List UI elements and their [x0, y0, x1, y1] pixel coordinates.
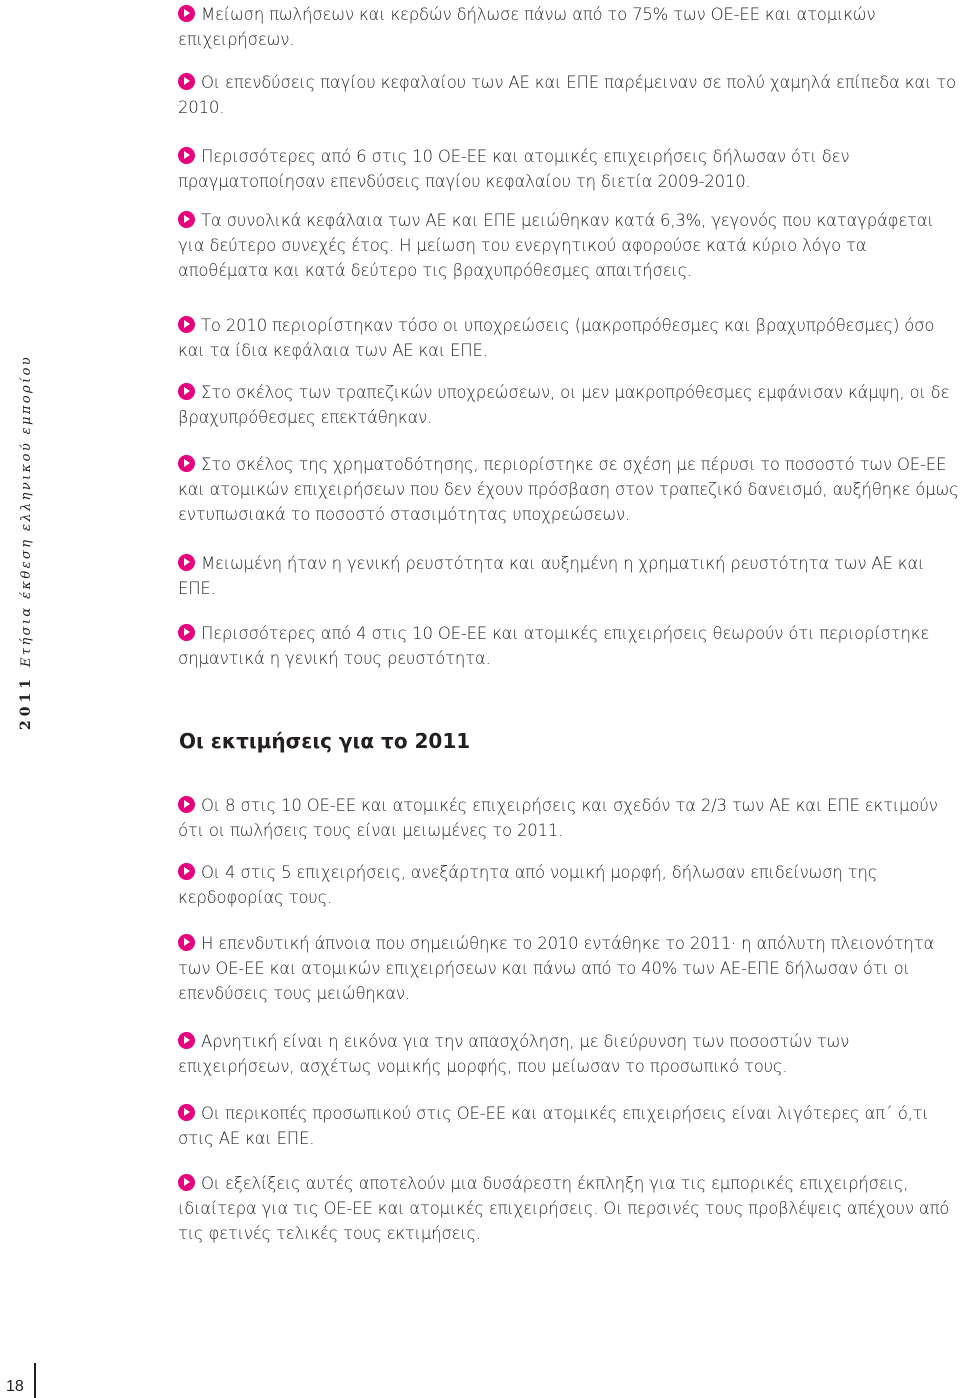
bullet-item — [178, 621, 960, 671]
bullet-item — [178, 452, 960, 527]
bullet-item — [178, 1029, 960, 1079]
bullet-text: Μείωση πωλήσεων και κερδών δήλωσε πάνω από το 75% των ΟΕ-ΕΕ και ατομικών επιχειρήσεων. — [178, 5, 876, 49]
bullet-item — [178, 551, 960, 601]
bullet-text: Αρνητική είναι η εικόνα για την απασχόληση, με διεύρυνση των ποσοστών των επιχειρήσεων, ασχέτως νομικής μορφής, που μείωσαν το προσωπικό τους. — [178, 1032, 850, 1076]
bullet-text: Η επενδυτική άπνοια που σημειώθηκε το 2010 εντάθηκε το 2011· η απόλυτη πλειονότητα των ΟΕ-ΕΕ και ατομικών επιχειρήσεων και πάνω από το 40% των ΑΕ-ΕΠΕ δήλωσαν ότι οι επενδύσεις τους μειώθηκαν. — [178, 934, 935, 1003]
bullet-text: Στο σκέλος της χρηματοδότησης, περιορίστηκε σε σχέση με πέρυσι το ποσοστό των ΟΕ-ΕΕ και ατομικών επιχειρήσεων που δεν έχουν πρόσβαση στον τραπεζικό δανεισμό, αυξήθηκε όμως εντυπωσιακά το ποσοστό στασιμότητας υποχρεώσεων. — [178, 455, 959, 524]
bullet-item — [178, 144, 960, 194]
bullet-arrow-icon — [178, 211, 195, 228]
bullet-text: Μειωμένη ήταν η γενική ρευστότητα και αυξημένη η χρηματική ρευστότητα των ΑΕ και ΕΠΕ. — [178, 554, 925, 598]
sidebar-subtitle: Ετήσια έκθεση ελληνικού εμπορίου — [19, 354, 34, 668]
bullet-arrow-icon — [178, 316, 195, 333]
bullet-arrow-icon — [178, 1174, 195, 1191]
section-heading: Οι εκτιμήσεις για το 2011 — [179, 729, 471, 753]
bullet-arrow-icon — [178, 554, 195, 571]
bullet-text: Οι εξελίξεις αυτές αποτελούν μια δυσάρεστη έκπληξη για τις εμπορικές επιχειρήσεις, ιδιαίτερα για τις ΟΕ-ΕΕ και ατομικές επιχειρήσεις. Οι περσινές τους προβλέψεις απέχουν από τις φετινές τελικές τους εκτιμήσεις. — [178, 1174, 950, 1243]
bullet-arrow-icon — [178, 1032, 195, 1049]
bullet-arrow-icon — [178, 73, 195, 90]
bullet-text: Τα συνολικά κεφάλαια των ΑΕ και ΕΠΕ μειώθηκαν κατά 6,3%, γεγονός που καταγράφεται για δεύτερο συνεχές έτος. Η μείωση του ενεργητικού αφορούσε κατά κύριο λόγο τα αποθέματα και κατά δεύτερο τις βραχυπρόθεσμες απαιτήσεις. — [178, 211, 934, 280]
bullet-text: Οι περικοπές προσωπικού στις ΟΕ-ΕΕ και ατομικές επιχειρήσεις είναι λιγότερες απ΄ ό,τι στις ΑΕ και ΕΠΕ. — [178, 1104, 929, 1148]
sidebar-year: 2011 — [18, 675, 34, 730]
page-number: 18 — [6, 1378, 24, 1395]
bullet-arrow-icon — [178, 796, 195, 813]
bullet-item — [178, 860, 960, 910]
bullet-item — [178, 208, 960, 283]
bullet-item — [178, 2, 960, 52]
bullet-item — [178, 313, 960, 363]
bullet-arrow-icon — [178, 863, 195, 880]
bullet-item — [178, 931, 960, 1006]
bullet-arrow-icon — [178, 147, 195, 164]
bullet-arrow-icon — [178, 383, 195, 400]
bullet-item — [178, 1171, 960, 1246]
bullet-arrow-icon — [178, 624, 195, 641]
bullet-arrow-icon — [178, 5, 195, 22]
bullet-arrow-icon — [178, 1104, 195, 1121]
bullet-text: Οι 8 στις 10 ΟΕ-ΕΕ και ατομικές επιχειρήσεις και σχεδόν τα 2/3 των ΑΕ και ΕΠΕ εκτιμούν ότι οι πωλήσεις τους είναι μειωμένες το 2011. — [178, 796, 938, 840]
sidebar-publication-title — [10, 354, 42, 730]
bullet-text: Περισσότερες από 4 στις 10 ΟΕ-ΕΕ και ατομικές επιχειρήσεις θεωρούν ότι περιορίστηκε σημαντικά η γενική τους ρευστότητα. — [178, 624, 930, 668]
bullet-text: Το 2010 περιορίστηκαν τόσο οι υποχρεώσεις (μακροπρόθεσμες και βραχυπρόθεσμες) όσο και τα ίδια κεφάλαια των ΑΕ και ΕΠΕ. — [178, 316, 935, 360]
bullet-text: Οι 4 στις 5 επιχειρήσεις, ανεξάρτητα από νομική μορφή, δήλωσαν επιδείνωση της κερδοφορίας τους. — [178, 863, 878, 907]
bullet-text: Περισσότερες από 6 στις 10 ΟΕ-ΕΕ και ατομικές επιχειρήσεις δήλωσαν ότι δεν πραγματοποίησαν επενδύσεις παγίου κεφαλαίου τη διετία 2009-2010. — [178, 147, 850, 191]
bullet-item — [178, 1101, 960, 1151]
bullet-arrow-icon — [178, 455, 195, 472]
bullet-text: Στο σκέλος των τραπεζικών υποχρεώσεων, οι μεν μακροπρόθεσμες εμφάνισαν κάμψη, οι δε βραχυπρόθεσμες επεκτάθηκαν. — [178, 383, 950, 427]
bullet-item — [178, 70, 960, 120]
bullet-item — [178, 380, 960, 430]
bullet-arrow-icon — [178, 934, 195, 951]
bullet-text: Οι επενδύσεις παγίου κεφαλαίου των ΑΕ και ΕΠΕ παρέμειναν σε πολύ χαμηλά επίπεδα και το 2010. — [178, 73, 956, 117]
bullet-item — [178, 793, 960, 843]
